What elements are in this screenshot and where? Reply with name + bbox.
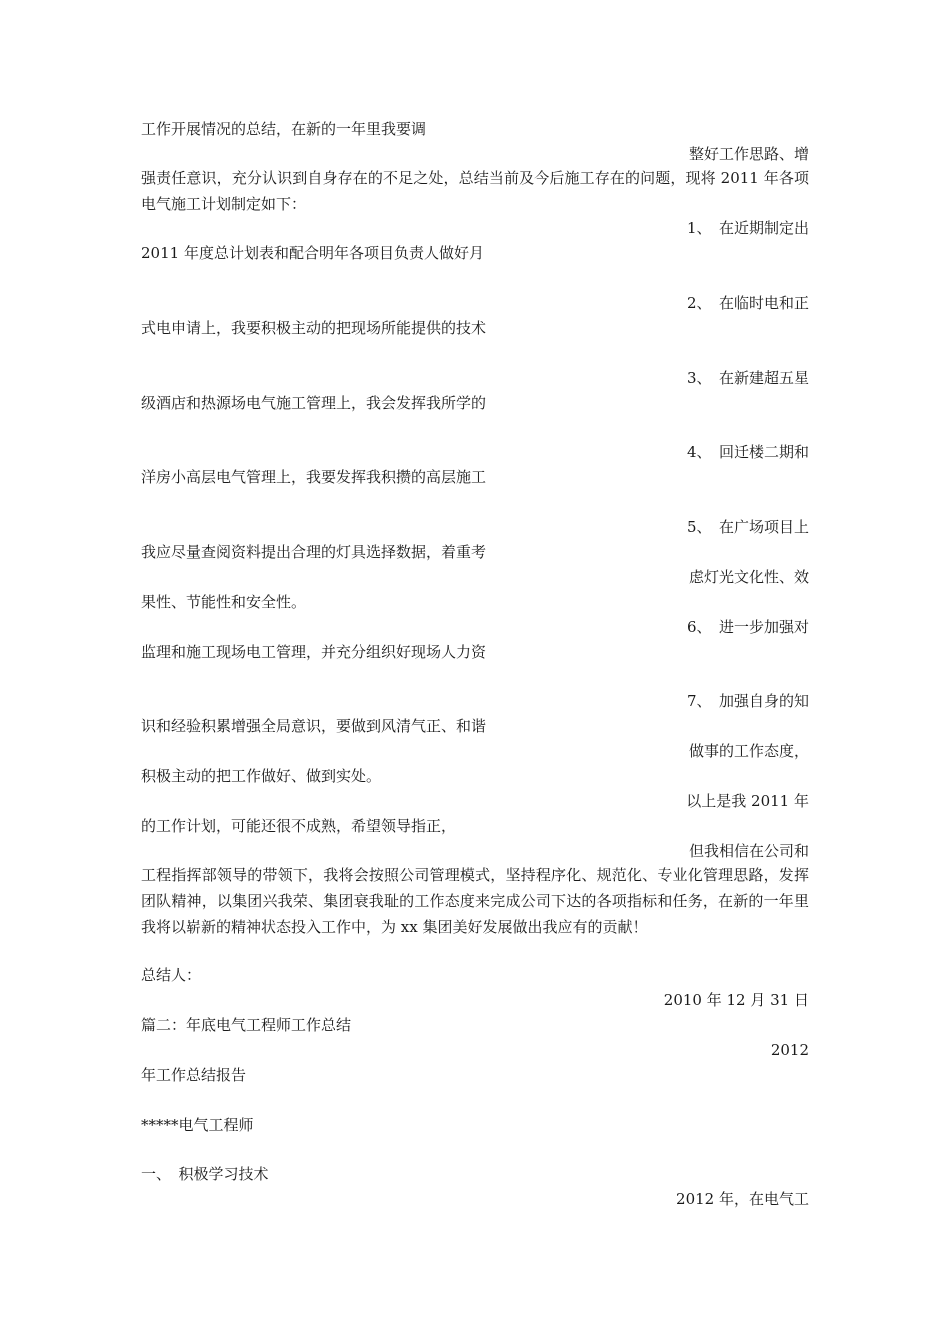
text-line: 2012 <box>770 1041 809 1059</box>
text-line: 4、 回迁楼二期和 <box>686 443 809 461</box>
text-line: 做事的工作态度， <box>688 742 809 760</box>
text-line: 5、 在广场项目上 <box>686 518 809 536</box>
text-line: 洋房小高层电气管理上，我要发挥我积攒的高层施工 <box>141 468 487 486</box>
text-line: 整好工作思路、增 <box>688 145 809 163</box>
text-line: 7、 加强自身的知 <box>686 692 809 710</box>
text-line: 虑灯光文化性、效 <box>688 568 809 586</box>
text-line: 式电申请上，我要积极主动的把现场所能提供的技术 <box>141 319 487 337</box>
text-line: 3、 在新建超五星 <box>686 369 809 387</box>
text-line: 总结人： <box>141 966 202 984</box>
text-line: 一、 积极学习技术 <box>141 1165 269 1183</box>
date-line: 2010 年 12 月 31 日 <box>663 991 809 1009</box>
text-line: 的工作计划，可能还很不成熟，希望领导指正， <box>141 817 457 835</box>
text-line: 6、 进一步加强对 <box>686 618 809 636</box>
section-heading: 篇二：年底电气工程师工作总结 <box>141 1016 352 1034</box>
text-line: 积极主动的把工作做好、做到实处。 <box>141 767 382 785</box>
text-line: 果性、节能性和安全性。 <box>141 593 307 611</box>
text-line: 以上是我 2011 年 <box>686 792 809 810</box>
text-line: 我应尽量查阅资料提出合理的灯具选择数据，着重考 <box>141 543 487 561</box>
text-line: 1、 在近期制定出 <box>686 219 809 237</box>
text-line: 但我相信在公司和 <box>688 842 809 860</box>
text-paragraph: 工程指挥部领导的带领下，我将会按照公司管理模式，坚持程序化、规范化、专业化管理思路，发挥团队精神，以集团兴我荣、集团衰我耻的工作态度来完成公司下达的各项指标和任务，在新的一年里我将以崭新的精神状态投入工作中，为 xx 集团美好发展做出我应有的贡献！ <box>141 866 809 936</box>
text-line: 工作开展情况的总结，在新的一年里我要调 <box>141 120 427 138</box>
text-line: *****电气工程师 <box>141 1116 254 1134</box>
text-line: 级酒店和热源场电气施工管理上，我会发挥我所学的 <box>141 394 487 412</box>
text-line: 2011 年度总计划表和配合明年各项目负责人做好月 <box>141 244 484 262</box>
text-paragraph: 强责任意识，充分认识到自身存在的不足之处，总结当前及今后施工存在的问题，现将 2011 年各项电气施工计划制定如下： <box>141 169 809 213</box>
text-line: 2012 年，在电气工 <box>676 1190 809 1208</box>
text-line: 年工作总结报告 <box>141 1066 247 1084</box>
text-line: 识和经验积累增强全局意识，要做到风清气正、和谐 <box>141 717 487 735</box>
text-line: 监理和施工现场电工管理，并充分组织好现场人力资 <box>141 643 487 661</box>
text-line: 2、 在临时电和正 <box>686 294 809 312</box>
